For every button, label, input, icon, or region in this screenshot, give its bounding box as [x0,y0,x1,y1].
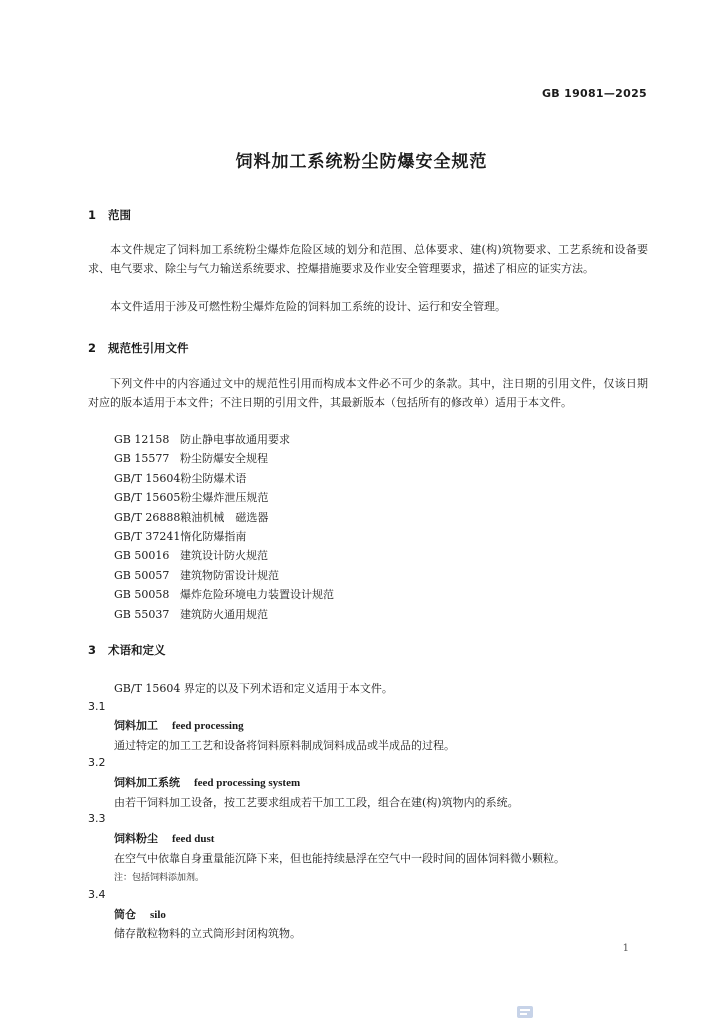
section-title: 术语和定义 [108,643,166,657]
reference-code: GB/T 15605 [114,491,181,505]
reference-list [114,430,334,624]
reference-item [114,469,334,488]
scope-paragraph-2: 本文件适用于涉及可燃性粉尘爆炸危险的饲料加工系统的设计、运行和安全管理。 [110,300,506,313]
section-number: 3 [88,643,97,657]
term-number: 3.4 [88,888,106,901]
reference-code: GB/T 15604 [114,471,181,485]
normative-references-paragraph: 下列文件中的内容通过文中的规范性引用而构成本文件必不可少的条款。其中，注日期的引用文件，仅该日期对应的版本适用于本文件；不注日期的引用文件，其最新版本（包括所有的修改单）适用于本文件。 [88,377,648,409]
term-chinese: 筒仓 [114,908,136,921]
reference-title: 建筑物防雷设计规范 [180,568,279,582]
reference-item [114,449,334,468]
reference-code: GB/T 26888 [114,510,181,524]
term-definition: 在空气中依靠自身重量能沉降下来，但也能持续悬浮在空气中一段时间的固体饲料微小颗粒。 [114,852,565,865]
section-1-heading [88,207,131,223]
reference-title: 建筑防火通用规范 [180,607,268,621]
reference-title: 爆炸危险环境电力装置设计规范 [180,588,334,602]
reference-code: GB 50058 [114,588,170,602]
document-title: 饲料加工系统粉尘防爆安全规范 [235,152,488,172]
term-english: silo [150,909,166,921]
reference-code: GB 55037 [114,607,170,621]
section-title: 范围 [108,208,131,222]
term-chinese: 饲料粉尘 [114,832,158,845]
term-heading [114,830,214,846]
reference-title: 惰化防爆指南 [180,530,247,544]
reference-code: GB 15577 [114,452,170,466]
reference-item [114,605,334,624]
section-title: 规范性引用文件 [108,341,189,355]
section-number: 2 [88,341,97,355]
reference-title: 建筑设计防火规范 [180,549,268,563]
reference-item [114,527,334,546]
reference-title: 粮油机械 磁选器 [180,510,269,524]
term-heading [114,717,244,733]
term-english: feed processing [172,720,244,732]
section-3-heading [88,642,166,658]
watermark-logo-icon [516,1004,534,1020]
term-definition: 由若干饲料加工设备，按工艺要求组成若干加工工段，组合在建(构)筑物内的系统。 [114,796,519,809]
term-english: feed dust [172,833,215,845]
reference-code: GB 50016 [114,549,170,563]
reference-item [114,508,334,527]
reference-item [114,566,334,585]
reference-code: GB/T 37241 [114,530,181,544]
reference-title: 粉尘防爆安全规程 [180,452,268,466]
term-note: 注：包括饲料添加剂。 [114,873,205,883]
term-english: feed processing system [194,777,301,789]
term-number: 3.2 [88,756,106,769]
reference-item [114,585,334,604]
term-chinese: 饲料加工 [114,719,158,732]
term-definition: 储存散粒物料的立式筒形封闭构筑物。 [114,927,301,940]
term-chinese: 饲料加工系统 [114,776,180,789]
term-heading [114,774,300,790]
terms-intro: GB/T 15604 界定的以及下列术语和定义适用于本文件。 [114,682,393,695]
reference-item [114,430,334,449]
reference-item [114,546,334,565]
scope-paragraph-1: 本文件规定了饲料加工系统粉尘爆炸危险区域的划分和范围、总体要求、建(构)筑物要求、工艺系统和设备要求、电气要求、除尘与气力输送系统要求、控爆措施要求及作业安全管理要求，描述了相应的证实方法。 [88,243,648,275]
reference-title: 粉尘爆炸泄压规范 [180,491,269,505]
reference-code: GB 12158 [114,433,170,446]
standard-number: GB 19081—2025 [541,87,647,100]
term-definition: 通过特定的加工工艺和设备将饲料原料制成饲料成品或半成品的过程。 [114,739,455,752]
section-2-heading [88,340,189,356]
reference-item [114,488,334,507]
reference-title: 防止静电事故通用要求 [180,433,290,446]
reference-code: GB 50057 [114,568,170,582]
page-number: 1 [622,943,629,954]
term-heading [114,906,166,922]
section-number: 1 [88,208,97,222]
term-number: 3.3 [88,812,106,825]
reference-title: 粉尘防爆术语 [180,471,247,485]
term-number: 3.1 [88,700,106,713]
